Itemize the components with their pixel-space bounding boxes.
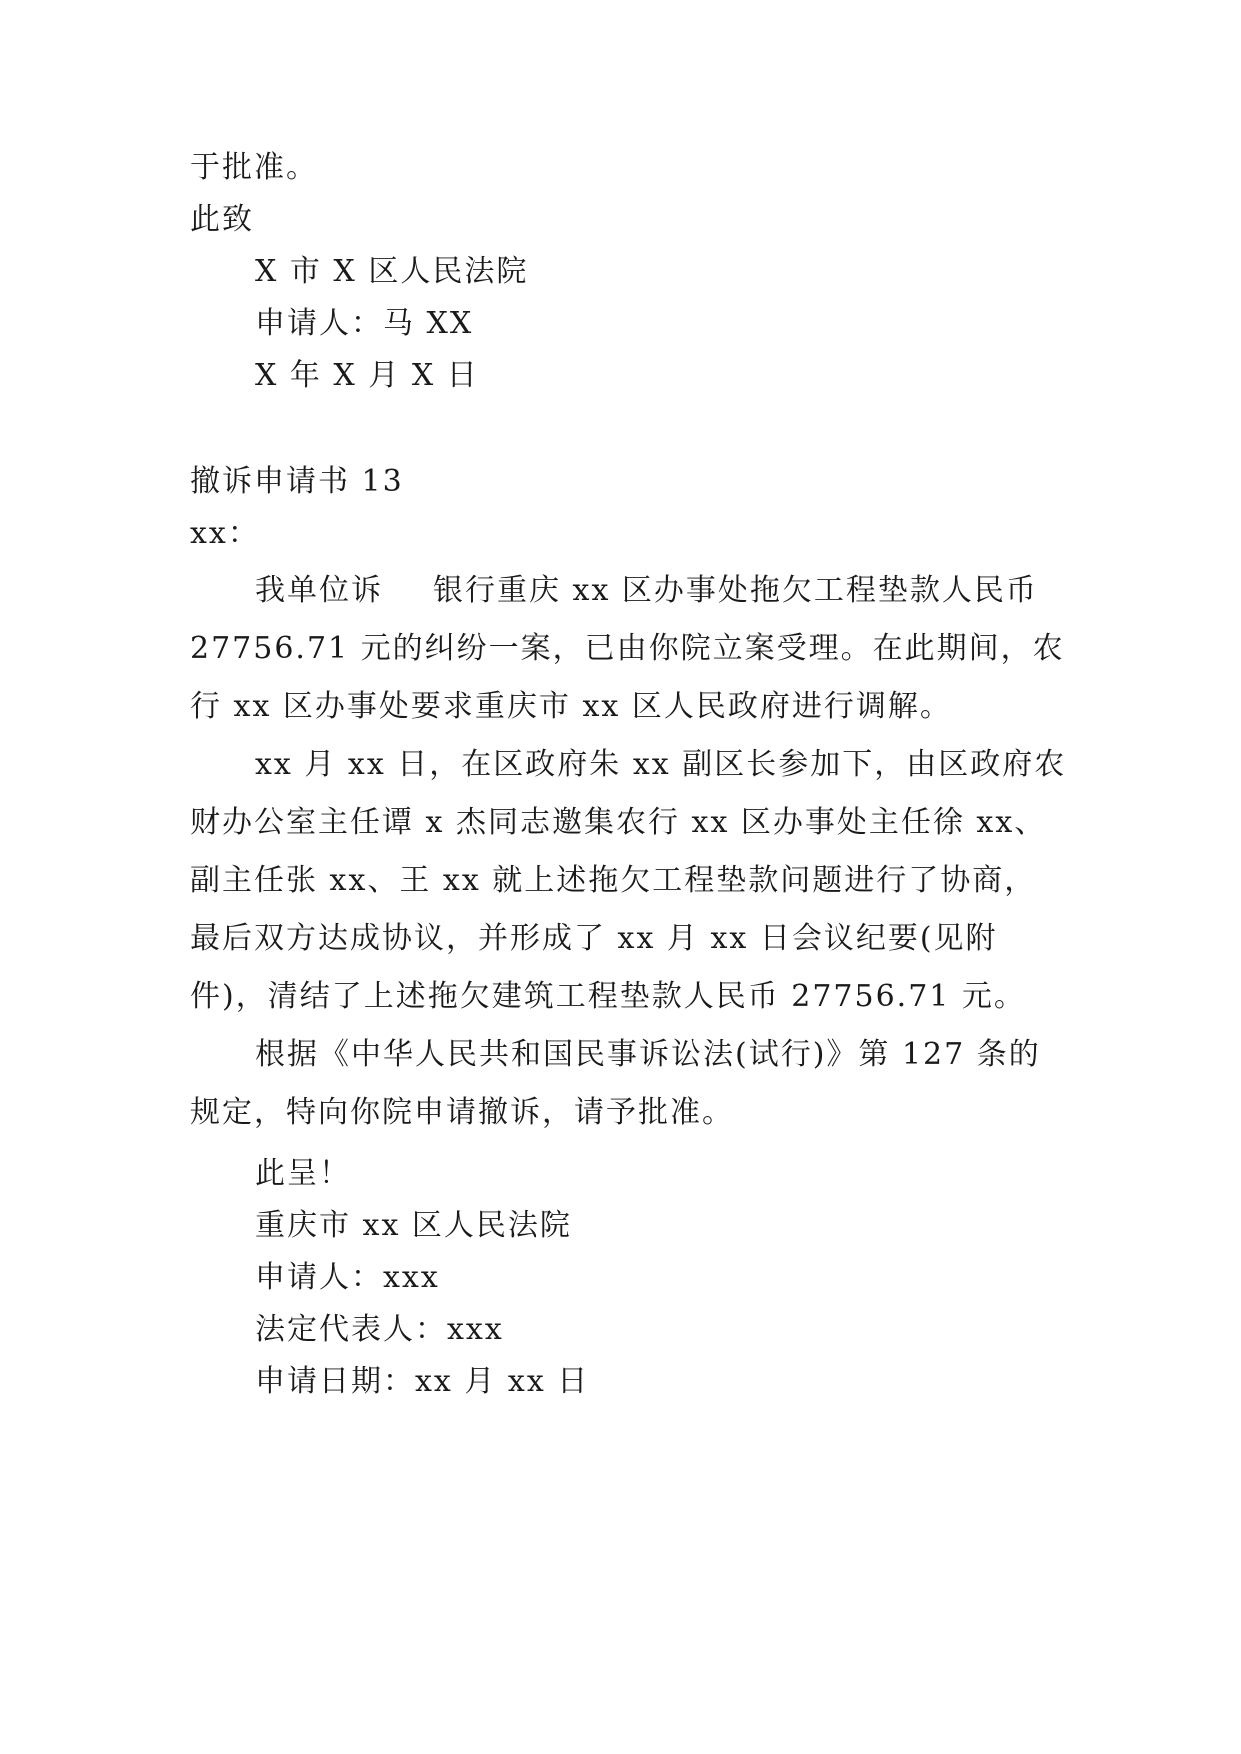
paragraph-3-line-1: 根据《中华人民共和国民事诉讼法(试行)》第 127 条的 bbox=[255, 1037, 1041, 1072]
paragraph-1-line-2: 27756.71 元的纠纷一案，已由你院立案受理。在此期间，农 bbox=[190, 631, 1065, 666]
paragraph-2 bbox=[190, 736, 1067, 1026]
paragraph-3-line-2: 规定，特向你院申请撤诉，请予批准。 bbox=[190, 1095, 734, 1130]
paragraph-3 bbox=[190, 1026, 1055, 1142]
paragraph-2-line-4: 最后双方达成协议，并形成了 xx 月 xx 日会议纪要(见附 bbox=[190, 921, 998, 956]
closing: 此呈！ bbox=[255, 1156, 351, 1191]
paragraph-2-line-2: 财办公室主任谭 x 杰同志邀集农行 xx 区办事处主任徐 xx、 bbox=[190, 805, 1047, 840]
legal-representative: 法定代表人：xxx bbox=[255, 1312, 504, 1347]
paragraph-1-line-1: 我单位诉 银行重庆 xx 区办事处拖欠工程垫款人民币 bbox=[255, 573, 1038, 608]
document-title: 撤诉申请书 13 bbox=[190, 464, 404, 499]
paragraph-1-line-3: 行 xx 区办事处要求重庆市 xx 区人民政府进行调解。 bbox=[190, 689, 952, 724]
previous-letter-ending: 于批准。 bbox=[190, 150, 318, 185]
previous-date: X 年 X 月 X 日 bbox=[255, 358, 479, 393]
court-name: 重庆市 xx 区人民法院 bbox=[255, 1208, 572, 1243]
application-date: 申请日期：xx 月 xx 日 bbox=[255, 1364, 590, 1399]
paragraph-2-line-3: 副主任张 xx、王 xx 就上述拖欠工程垫款问题进行了协商， bbox=[190, 863, 1037, 898]
paragraph-1 bbox=[190, 562, 1065, 736]
paragraph-2-line-1: xx 月 xx 日，在区政府朱 xx 副区长参加下，由区政府农 bbox=[255, 747, 1067, 782]
previous-applicant: 申请人：马 XX bbox=[255, 306, 474, 341]
applicant: 申请人：xxx bbox=[255, 1260, 440, 1295]
paragraph-2-line-5: 件)，清结了上述拖欠建筑工程垫款人民币 27756.71 元。 bbox=[190, 979, 1026, 1014]
addressee: xx： bbox=[190, 516, 260, 551]
previous-court: X 市 X 区人民法院 bbox=[255, 254, 529, 289]
previous-closing: 此致 bbox=[190, 202, 254, 237]
